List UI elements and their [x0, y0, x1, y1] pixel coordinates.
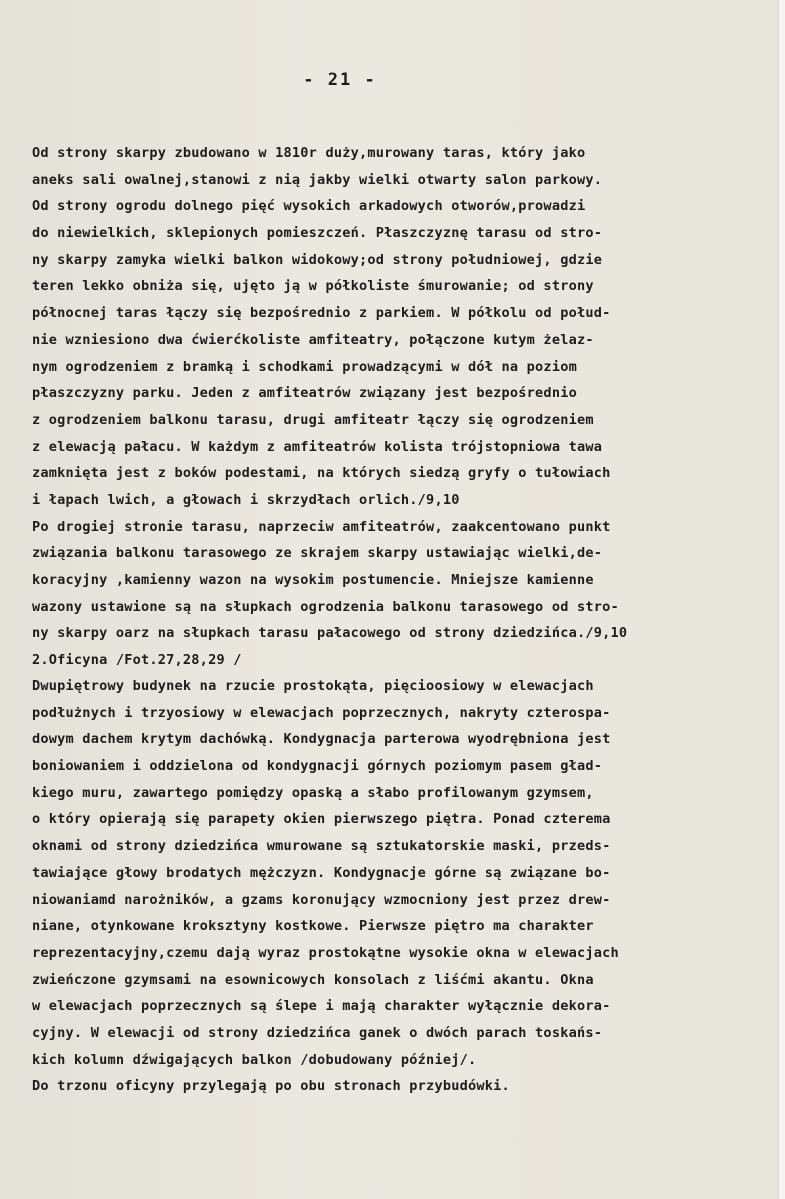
text-line: z elewacją pałacu. W każdym z amfiteatrów kolista trójstopniowa tawa [32, 438, 603, 455]
text-line: koracyjny ,kamienny wazon na wysokim postumencie. Mniejsze kamienne [32, 572, 594, 588]
text-block-terrace [32, 140, 772, 674]
text-line: o który opierają się parapety okien pierwszego piętra. Ponad czterema [32, 811, 611, 828]
text-line: w elewacjach poprzecznych są ślepe i mają charakter wyłącznie dekora- [32, 998, 611, 1015]
text-line: cyjny. W elewacji od strony dziedzińca ganek o dwóch parach toskańs- [32, 1024, 603, 1041]
text-line: płaszczyzny parku. Jeden z amfiteatrów związany jest bezpośrednio [32, 385, 577, 402]
text-line: boniowaniem i oddzielona od kondygnacji górnych poziomym pasem gład- [32, 758, 603, 775]
text-line: związania balkonu tarasowego ze skrajem skarpy ustawiając wielki,de- [32, 545, 603, 562]
text-line: Od strony ogrodu dolnego pięć wysokich arkadowych otworów,prowadzi [32, 198, 586, 215]
text-line: teren lekko obniża się, ujęto ją w półkoliste śmurowanie; od strony [32, 278, 594, 295]
text-line: Do trzonu oficyny przylegają po obu stronach przybudówki. [32, 1078, 510, 1095]
text-line: Od strony skarpy zbudowano w 1810r duży,murowany taras, który jako [32, 145, 586, 161]
text-line: ny skarpy zamyka wielki balkon widokowy;od strony południowej, gdzie [32, 251, 603, 268]
text-line: z ogrodzeniem balkonu tarasu, drugi amfiteatr łączy się ogrodzeniem [32, 411, 594, 428]
text-line: dowym dachem krytym dachówką. Kondygnacja parterowa wyodrębniona jest [32, 731, 611, 748]
text-line: wazony ustawione są na słupkach ogrodzenia balkonu tarasowego od stro- [32, 598, 619, 615]
text-line: ny skarpy oarz na słupkach tarasu pałacowego od strony dziedzińca./9,10 [32, 625, 628, 642]
page-number: - 21 - [303, 70, 377, 90]
text-line: tawiające głowy brodatych mężczyzn. Kondygnacje górne są związane bo- [32, 864, 611, 881]
text-line: niane, otynkowane kroksztyny kostkowe. Pierwsze piętro ma charakter [32, 918, 594, 935]
text-line: Po drogiej stronie tarasu, naprzeciw amfiteatrów, zaakcentowano punkt [32, 518, 611, 535]
text-line: podłużnych i trzyosiowy w elewacjach poprzecznych, nakryty czterospa- [32, 704, 611, 721]
text-line: nym ogrodzeniem z bramką i schodkami prowadzącymi w dół na poziom [32, 358, 577, 375]
text-line: do niewielkich, sklepionych pomieszczeń. Płaszczyznę tarasu od stro- [32, 225, 603, 242]
text-line: nie wzniesiono dwa ćwierćkoliste amfiteatry, połączone kutym żelaz- [32, 331, 594, 348]
text-line: Dwupiętrowy budynek na rzucie prostokąta, pięcioosiowy w elewacjach [32, 678, 594, 694]
text-line: kich kolumn dźwigających balkon /dobudowany później/. [32, 1051, 477, 1068]
text-line: reprezentacyjny,czemu dają wyraz prostokątne wysokie okna w elewacjach [32, 944, 619, 961]
text-line: zwieńczone gzymsami na esownicowych konsolach z liśćmi akantu. Okna [32, 971, 594, 988]
text-line: kiego muru, zawartego pomiędzy opaską a słabo profilowanym gzymsem, [32, 784, 594, 801]
text-line: aneks sali owalnej,stanowi z nią jakby wielki otwarty salon parkowy. [32, 171, 603, 188]
text-line: północnej taras łączy się bezpośrednio z parkiem. W półkolu od połud- [32, 305, 611, 322]
text-line: niowaniamd narożników, a gzams koronujący wzmocniony jest przez drew- [32, 891, 611, 908]
page-edge [778, 0, 785, 1199]
text-line: i łapach lwich, a głowach i skrzydłach orlich./9,10 [32, 491, 460, 508]
text-line: oknami od strony dziedzińca wmurowane są sztukatorskie maski, przeds- [32, 838, 611, 855]
text-block-outbuilding [32, 673, 772, 1100]
text-line: zamknięta jest z boków podestami, na których siedzą gryfy o tułowiach [32, 465, 611, 482]
text-line: 2.Oficyna /Fot.27,28,29 / [32, 652, 242, 669]
